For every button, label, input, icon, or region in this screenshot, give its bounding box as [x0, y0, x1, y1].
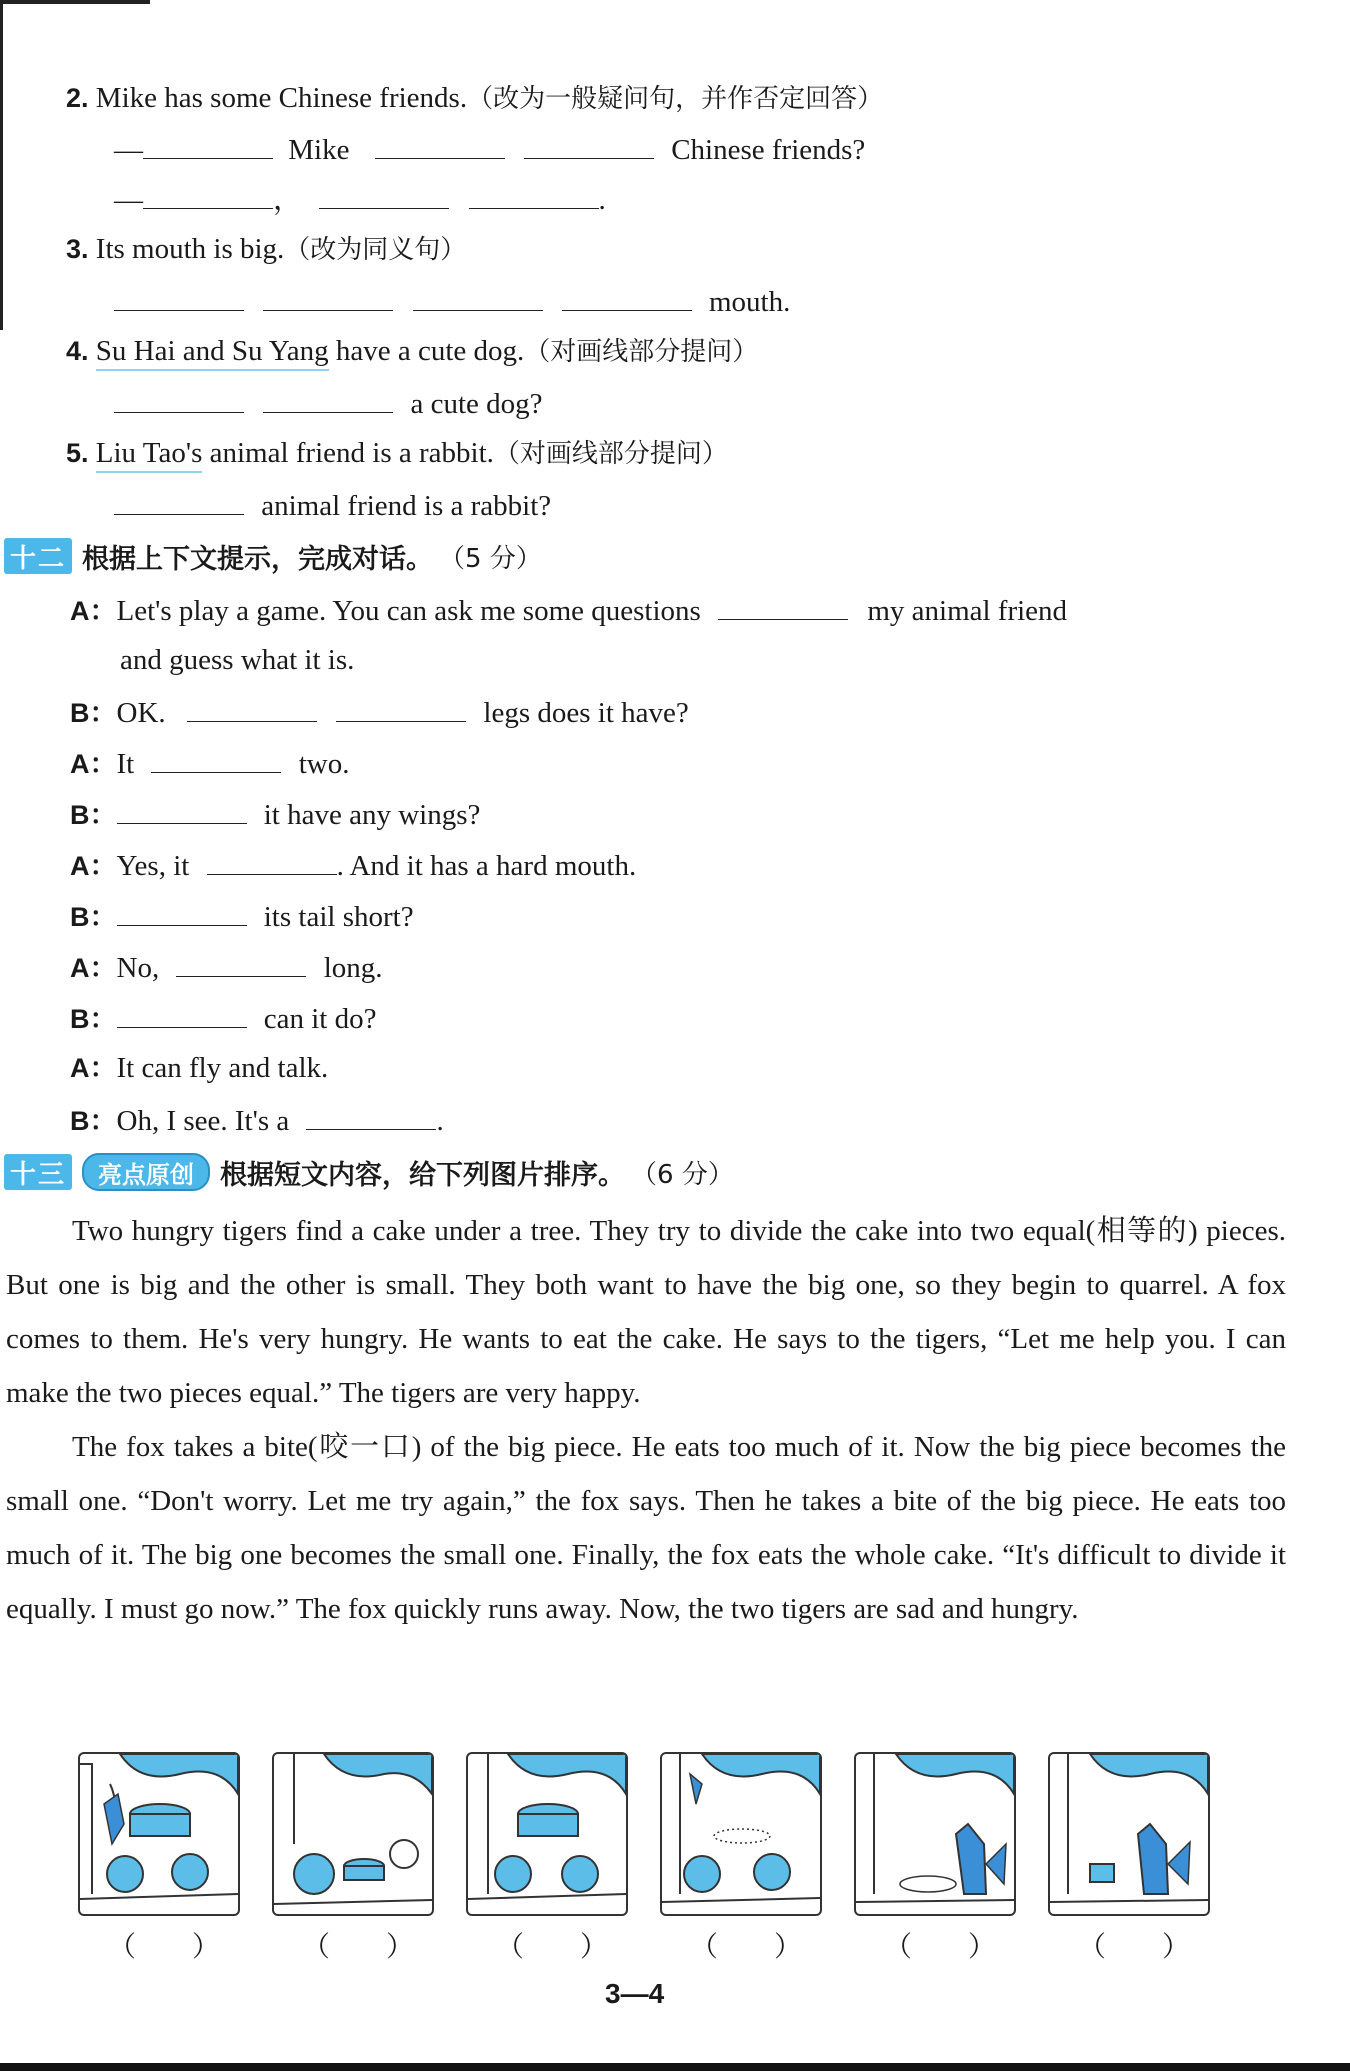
dialogue-line: and guess what it is. [120, 644, 355, 676]
answer-blank[interactable] [114, 484, 244, 515]
section-12-heading: 十二 根据上下文提示，完成对话。 （5 分） [4, 534, 542, 578]
answer-blank[interactable] [375, 128, 505, 159]
story-picture-5 [854, 1752, 1016, 1916]
answer-blank[interactable] [151, 742, 281, 773]
answer-blank[interactable] [319, 178, 449, 209]
dialogue-line: B： can it do? [70, 997, 376, 1039]
left-edge-mark [0, 0, 3, 330]
order-answer-2[interactable]: （ ） [302, 1930, 415, 1963]
answer-blank[interactable] [336, 691, 466, 722]
dialogue-line: B： it have any wings? [70, 793, 480, 835]
question-5: 5. Liu Tao's animal friend is a rabbit.（对画线部分提问） [66, 433, 728, 474]
answer-blank[interactable] [176, 946, 306, 977]
dialogue-line: A：Let's play a game. You can ask me some questions my animal friend [70, 589, 1290, 631]
answer-blank[interactable] [263, 280, 393, 311]
section-badge: 十三 [4, 1154, 72, 1190]
passage-paragraph-1: Two hungry tigers find a cake under a tree. They try to divide the cake into two equal(相等的) pieces. But one is big and the other is small. They both want to have the big one, so they begin to quarrel. A fox comes to them. He's very hungry. He wants to eat the cake. He says to the tigers, “Let me help you. I can make the two pieces equal.” The tigers are very happy. [6, 1215, 1286, 1409]
answer-blank[interactable] [187, 691, 317, 722]
order-answer-1[interactable]: （ ） [108, 1930, 221, 1963]
reading-passage [6, 1204, 1286, 1636]
answer-blank[interactable] [143, 178, 273, 209]
answer-blank[interactable] [306, 1099, 436, 1130]
bottom-edge-mark [0, 2063, 1350, 2071]
dialogue-line: A：Yes, it . And it has a hard mouth. [70, 844, 636, 886]
story-picture-6 [1048, 1752, 1210, 1916]
answer-blank[interactable] [562, 280, 692, 311]
dialogue-line: A：It can fly and talk. [70, 1052, 329, 1084]
question-2-line-3: — ， . [114, 178, 606, 220]
answer-blank[interactable] [718, 589, 848, 620]
passage-paragraph-2: The fox takes a bite(咬一口) of the big piece. He eats too much of it. Now the big piece becomes the small one. “Don't worry. Let me try again,” the fox says. Then he takes a bite of the big piece. He eats too much of it. The big one becomes the small one. Finally, the fox eats the whole cake. “It's difficult to divide it equally. I must go now.” The fox quickly runs away. Now, the two tigers are sad and hungry. [6, 1431, 1286, 1625]
answer-blank[interactable] [117, 793, 247, 824]
question-3: 3. Its mouth is big.（改为同义句） [66, 233, 467, 265]
answer-blank[interactable] [143, 128, 273, 159]
answer-blank[interactable] [117, 895, 247, 926]
story-picture-1 [78, 1752, 240, 1916]
story-picture-3 [466, 1752, 628, 1916]
order-answer-6[interactable]: （ ） [1078, 1930, 1191, 1963]
story-picture-2 [272, 1752, 434, 1916]
answer-blank[interactable] [114, 382, 244, 413]
page-number: 3—4 [605, 1978, 665, 2009]
answer-blank[interactable] [207, 844, 337, 875]
answer-blank[interactable] [469, 178, 599, 209]
answer-blank[interactable] [117, 997, 247, 1028]
order-answer-5[interactable]: （ ） [884, 1930, 997, 1963]
dialogue-line: A：No, long. [70, 946, 383, 988]
question-4: 4. Su Hai and Su Yang have a cute dog.（对画线部分提问） [66, 331, 758, 372]
question-3-line-2: mouth. [114, 280, 790, 322]
section-badge: 十二 [4, 538, 72, 574]
answer-blank[interactable] [263, 382, 393, 413]
original-tag: 亮点原创 [82, 1153, 210, 1191]
section-13-heading: 十三 亮点原创 根据短文内容，给下列图片排序。 （6 分） [4, 1150, 734, 1194]
story-picture-4 [660, 1752, 822, 1916]
dialogue-line: B：OK. legs does it have? [70, 691, 689, 733]
dialogue-line: B：Oh, I see. It's a . [70, 1099, 444, 1141]
answer-blank[interactable] [413, 280, 543, 311]
dialogue-line: A：It two. [70, 742, 349, 784]
question-4-line-2: a cute dog? [114, 382, 543, 424]
question-5-line-2: animal friend is a rabbit? [114, 484, 551, 526]
order-answer-3[interactable]: （ ） [496, 1930, 609, 1963]
answer-blank[interactable] [114, 280, 244, 311]
top-edge-mark [0, 0, 150, 4]
dialogue-line: B： its tail short? [70, 895, 414, 937]
order-answer-4[interactable]: （ ） [690, 1930, 803, 1963]
question-2-line-2: — Mike Chinese friends? [114, 128, 865, 170]
answer-blank[interactable] [524, 128, 654, 159]
question-2: 2. Mike has some Chinese friends.（改为一般疑问句，并作否定回答） [66, 82, 884, 114]
